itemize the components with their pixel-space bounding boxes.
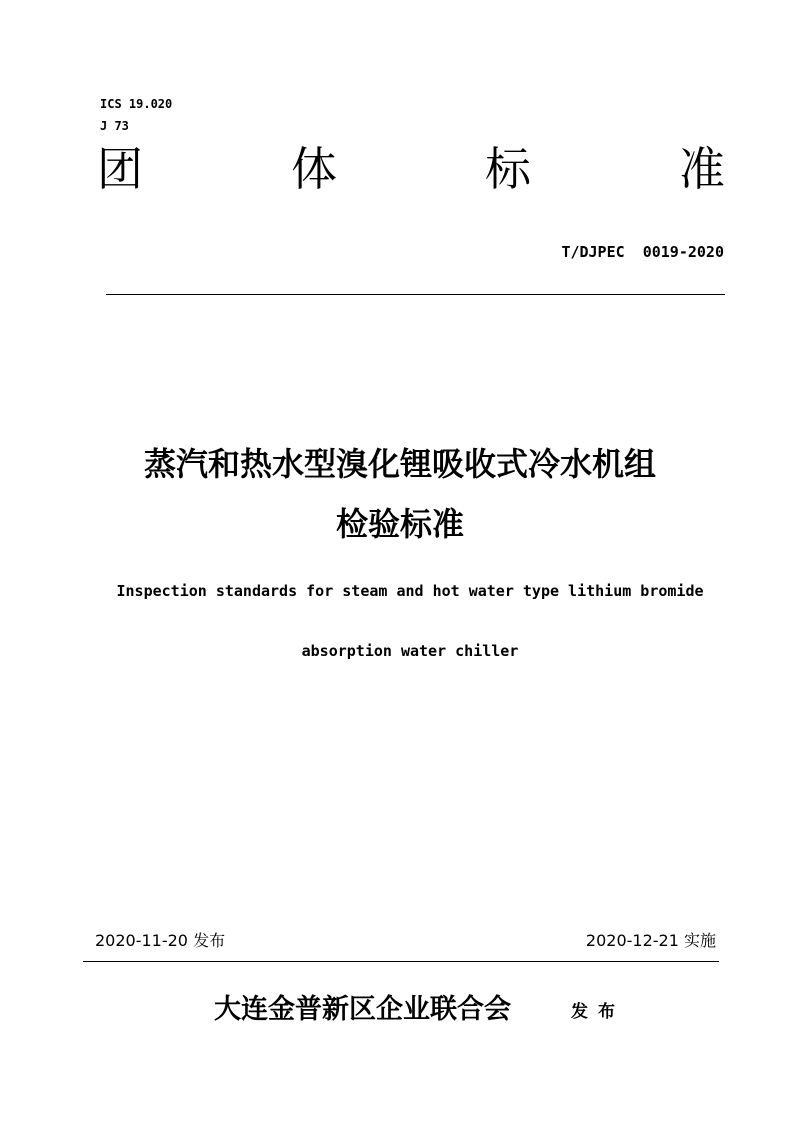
publisher-name: 大连金普新区企业联合会 bbox=[214, 994, 511, 1025]
standard-type-heading bbox=[97, 140, 725, 198]
chinese-title-line-1: 蒸汽和热水型溴化锂吸收式冷水机组 bbox=[143, 445, 656, 483]
english-title-line-2: absorption water chiller bbox=[301, 642, 519, 660]
chinese-title-line-2: 检验标准 bbox=[335, 505, 464, 543]
publish-label: 发布 bbox=[571, 1002, 625, 1022]
publish-date: 2020-11-20 发布 bbox=[95, 931, 226, 950]
implementation-date: 2020-12-21 实施 bbox=[585, 931, 716, 950]
english-title-line-1: Inspection standards for steam and hot water type lithium bromide bbox=[116, 582, 704, 600]
standard-number: T/DJPEC 0019-2020 bbox=[561, 243, 724, 261]
standard-type-char-3: 标 bbox=[485, 142, 531, 196]
ccs-code: J 73 bbox=[100, 119, 129, 133]
top-divider bbox=[106, 294, 725, 295]
standard-type-char-4: 准 bbox=[679, 142, 725, 196]
bottom-divider bbox=[83, 961, 719, 962]
standard-type-char-1: 团 bbox=[97, 142, 143, 196]
ics-code: ICS 19.020 bbox=[100, 97, 173, 111]
standard-type-char-2: 体 bbox=[291, 142, 337, 196]
